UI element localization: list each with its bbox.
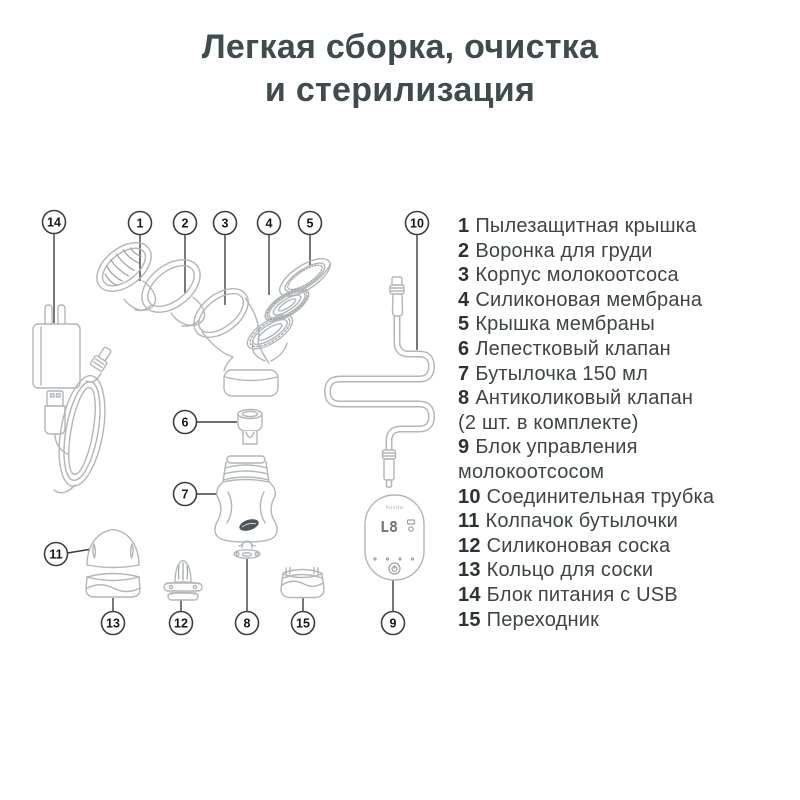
part-name: Лепестковый клапан [475, 337, 671, 360]
part-name: Колпачок бутылочки [485, 510, 678, 533]
svg-text:2: 2 [181, 216, 189, 231]
part-name: Блок питания с USB [486, 583, 678, 606]
list-item-11 [458, 509, 792, 534]
part-name-line2: молокоотсосом [458, 460, 605, 483]
callout-10 [406, 212, 429, 235]
part-dust-cover [88, 233, 160, 311]
callout-8 [236, 612, 259, 635]
svg-text:6: 6 [181, 415, 189, 430]
part-breast-funnel [132, 249, 210, 326]
part-name-line2: (2 шт. в комплекте) [458, 411, 639, 434]
list-item-12 [458, 534, 792, 559]
part-control-unit [365, 495, 424, 580]
svg-text:4: 4 [265, 216, 273, 231]
parts-diagram [25, 193, 455, 663]
callout-6 [174, 411, 197, 434]
part-number: 3 [458, 264, 470, 287]
part-name: Кольцо для соски [486, 559, 654, 582]
callout-12 [170, 612, 193, 635]
part-bottle [215, 456, 277, 542]
svg-text:15: 15 [296, 616, 310, 631]
list-item-1 [458, 214, 792, 239]
part-number: 4 [458, 288, 470, 311]
list-item-9 [458, 435, 792, 484]
part-bottle-cap [87, 530, 139, 568]
svg-text:1: 1 [136, 216, 144, 231]
part-name: Корпус молокоотсоса [475, 264, 679, 287]
page-title-line2: и стерилизация [264, 71, 536, 109]
list-item-15 [458, 608, 792, 633]
part-number: 14 [458, 583, 481, 606]
svg-text:3: 3 [221, 216, 229, 231]
svg-text:8: 8 [243, 616, 251, 631]
svg-text:12: 12 [174, 616, 188, 631]
svg-text:13: 13 [106, 616, 120, 631]
svg-text:11: 11 [49, 547, 63, 562]
callout-3 [214, 212, 237, 235]
part-power-adapter [33, 305, 80, 455]
list-item-7 [458, 362, 792, 387]
list-item-13 [458, 558, 792, 583]
part-name: Воронка для груди [475, 239, 653, 262]
callout-5 [299, 212, 322, 235]
list-item-10 [458, 485, 792, 510]
part-name: Переходник [486, 608, 600, 631]
part-number: 15 [458, 608, 481, 631]
callout-7 [174, 483, 197, 506]
part-number: 13 [458, 559, 481, 582]
callout-4 [258, 212, 281, 235]
part-name: Соединительная трубка [486, 485, 715, 508]
part-nipple-ring [86, 574, 140, 598]
part-number: 9 [458, 436, 470, 459]
part-number: 11 [458, 510, 480, 533]
page-title [0, 26, 800, 112]
device-brand: nuvita [385, 505, 404, 511]
svg-text:9: 9 [389, 616, 397, 631]
part-number: 2 [458, 239, 470, 262]
svg-text:14: 14 [47, 215, 61, 230]
callout-2 [174, 212, 197, 235]
part-number: 6 [458, 337, 470, 360]
part-name: Антиколиковый клапан [475, 387, 694, 410]
list-item-2 [458, 239, 792, 264]
svg-text:5: 5 [306, 216, 314, 231]
list-item-6 [458, 337, 792, 362]
part-number: 12 [458, 534, 481, 557]
part-name: Крышка мембраны [475, 313, 655, 336]
part-number: 10 [458, 485, 481, 508]
callout-13 [102, 612, 125, 635]
list-item-14 [458, 583, 792, 608]
svg-text:10: 10 [410, 216, 424, 231]
part-number: 1 [458, 215, 470, 237]
callout-15 [292, 612, 315, 635]
part-silicone-teat [164, 561, 202, 600]
part-petal-valve [238, 410, 262, 445]
part-name: Блок управления [475, 436, 638, 459]
list-item-3 [458, 263, 792, 288]
part-number: 8 [458, 387, 470, 410]
svg-text:7: 7 [181, 487, 189, 502]
callout-1 [129, 212, 152, 235]
part-number: 7 [458, 362, 470, 385]
part-name: Пылезащитная крышка [475, 215, 697, 237]
part-number: 5 [458, 313, 470, 336]
part-adapter [281, 568, 324, 598]
parts-list [458, 214, 792, 632]
part-name: Силиконовая мембрана [475, 288, 703, 311]
page-title-line1: Легкая сборка, очистка [201, 28, 599, 66]
callout-11 [45, 543, 68, 566]
part-anticolic-valve [234, 541, 260, 558]
device-display: L8 [380, 518, 399, 536]
list-item-4 [458, 288, 792, 313]
part-name: Силиконовая соска [486, 534, 671, 557]
callout-9 [382, 612, 405, 635]
part-name: Бутылочка 150 мл [475, 362, 648, 385]
list-item-8 [458, 386, 792, 435]
part-connection-tube [328, 277, 432, 487]
list-item-5 [458, 312, 792, 337]
callout-14 [43, 211, 66, 234]
